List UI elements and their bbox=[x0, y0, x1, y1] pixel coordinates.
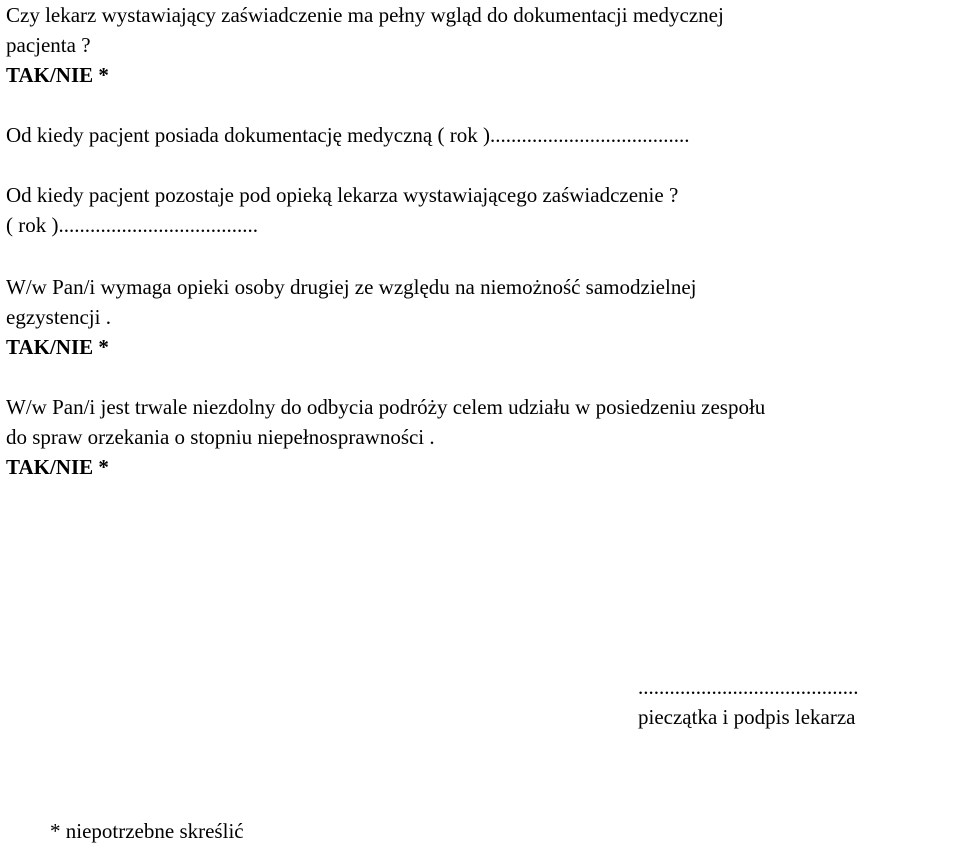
doctor-signature-block bbox=[638, 672, 859, 732]
footnote: * niepotrzebne skreślić bbox=[50, 819, 244, 843]
question-records-since-year bbox=[6, 120, 689, 150]
question-text-line: Od kiedy pacjent posiada dokumentację medyczną ( rok )...................................... bbox=[6, 123, 690, 147]
question-text-line: W/w Pan/i wymaga opieki osoby drugiej ze względu na niemożność samodzielnej bbox=[6, 275, 697, 299]
yes-no-answer: TAK/NIE * bbox=[6, 63, 109, 87]
question-text-line: do spraw orzekania o stopniu niepełnosprawności . bbox=[6, 425, 435, 449]
question-text-line: pacjenta ? bbox=[6, 33, 91, 57]
question-text-line: W/w Pan/i jest trwale niezdolny do odbycia podróży celem udziału w posiedzeniu zespołu bbox=[6, 395, 766, 419]
signature-label: pieczątka i podpis lekarza bbox=[638, 705, 856, 729]
yes-no-answer: TAK/NIE * bbox=[6, 455, 109, 479]
question-under-care-since-year bbox=[6, 180, 678, 240]
signature-dotted-line: .......................................... bbox=[638, 675, 859, 699]
question-text-line: Od kiedy pacjent pozostaje pod opieką lekarza wystawiającego zaświadczenie ? bbox=[6, 183, 679, 207]
yes-no-answer: TAK/NIE * bbox=[6, 335, 109, 359]
question-text-line: Czy lekarz wystawiający zaświadczenie ma pełny wgląd do dokumentacji medycznej bbox=[6, 3, 724, 27]
question-full-access-to-records bbox=[6, 0, 724, 90]
question-unable-to-travel bbox=[6, 392, 765, 482]
question-text-line: ( rok )...................................... bbox=[6, 213, 258, 237]
question-requires-care bbox=[6, 272, 696, 362]
question-text-line: egzystencji . bbox=[6, 305, 111, 329]
